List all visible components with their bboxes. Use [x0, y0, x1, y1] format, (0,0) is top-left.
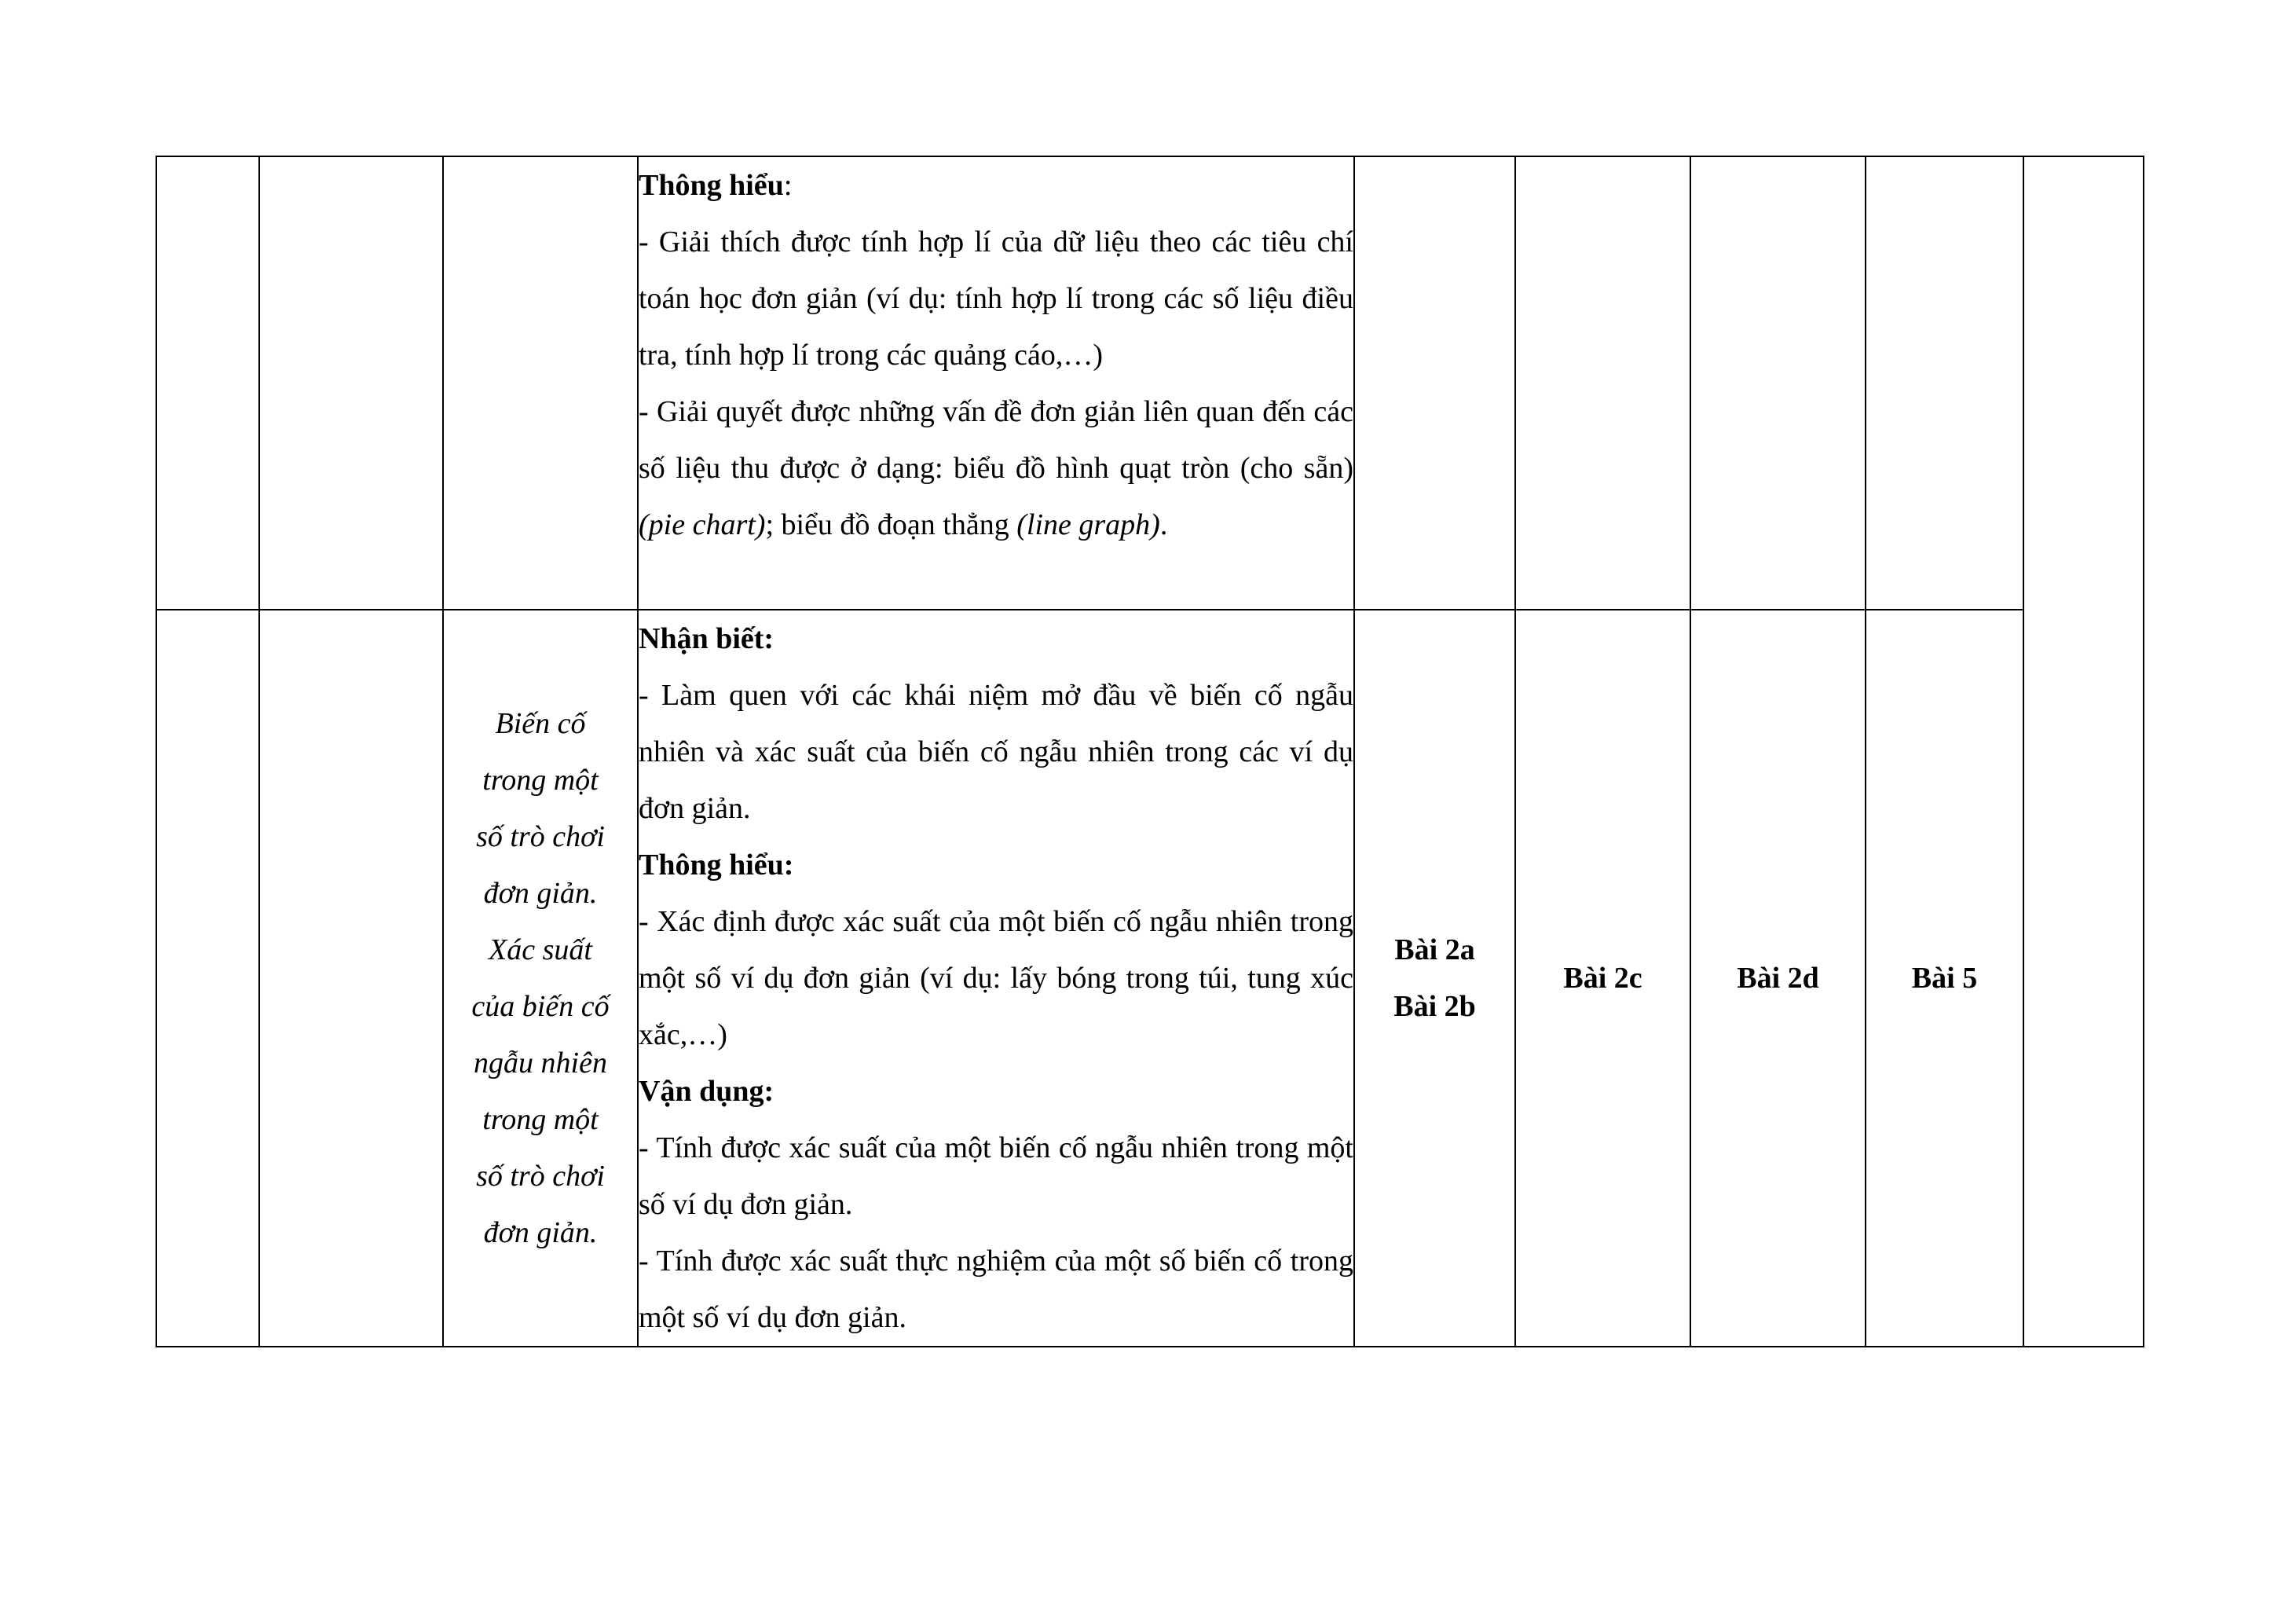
vd-questions-cell: Bài 2d [1690, 610, 1866, 1347]
requirement-item: - Tính được xác suất của một biến cố ngẫu nhiên trong một số ví dụ đơn giản. [639, 1131, 1353, 1221]
th-questions-cell: Bài 2c [1515, 610, 1690, 1347]
level-heading: Vận dụng: [639, 1075, 774, 1108]
chapter-cell [259, 156, 443, 610]
level-heading: Thông hiểu: [639, 849, 794, 882]
th-cell [1515, 156, 1690, 610]
requirement-item: - Giải thích được tính hợp lí của dữ liệu theo các tiêu chí toán học đơn giản (ví dụ: tính hợp lí trong các số liệu điều tra, tính hợp lí trong các quảng cáo,…) [639, 225, 1353, 372]
vdc-cell [1866, 156, 2023, 610]
topic-cell: Biến cố trong một số trò chơi đơn giản. Xác suất của biến cố ngẫu nhiên trong một số trò chơi đơn giản. [443, 610, 638, 1347]
nb-cell [1354, 156, 1515, 610]
topic-cell [443, 156, 638, 610]
requirement-item: - Làm quen với các khái niệm mở đầu về biến cố ngẫu nhiên và xác suất của biến cố ngẫu nhiên trong các ví dụ đơn giản. [639, 679, 1353, 825]
table-row [156, 156, 2144, 610]
requirement-item: - Xác định được xác suất của một biến cố ngẫu nhiên trong một số ví dụ đơn giản (ví dụ: lấy bóng trong túi, tung xúc xắc,…) [639, 905, 1353, 1051]
vd-cell [1690, 156, 1866, 610]
table-row [156, 610, 2144, 1347]
total-cell [2023, 156, 2144, 1347]
requirement-item: - Giải quyết được những vấn đề đơn giản liên quan đến các số liệu thu được ở dạng: biểu đồ hình quạt tròn (cho sẵn) (pie chart); biểu đồ đoạn thẳng (line graph). [639, 395, 1353, 541]
nb-questions-cell: Bài 2a Bài 2b [1354, 610, 1515, 1347]
chapter-cell [259, 610, 443, 1347]
requirement-item: - Tính được xác suất thực nghiệm của một số biến cố trong một số ví dụ đơn giản. [639, 1245, 1353, 1334]
level-heading: Nhận biết: [639, 622, 774, 655]
stt-cell [156, 610, 259, 1347]
requirement-cell [638, 156, 1354, 610]
requirement-cell [638, 610, 1354, 1347]
level-heading: Thông hiểu: [639, 169, 793, 202]
stt-cell [156, 156, 259, 610]
specification-table [156, 156, 2144, 1347]
vdc-questions-cell: Bài 5 [1866, 610, 2023, 1347]
